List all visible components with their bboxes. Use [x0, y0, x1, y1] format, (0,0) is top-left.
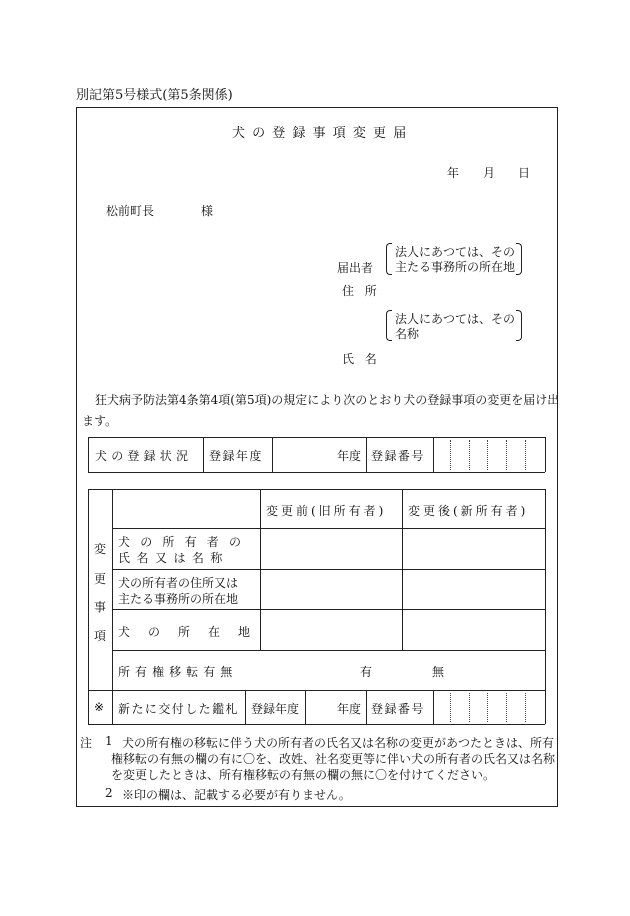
row-owner-name-line1: 犬の所有者の: [118, 535, 252, 549]
bracket-left: [386, 310, 392, 341]
form-number-heading: 別記第5号様式(第5条関係): [76, 88, 233, 103]
registration-year-unit: 年度: [337, 449, 362, 463]
registration-status-label: 犬の登録状況: [95, 449, 193, 463]
bracket-right: [516, 310, 522, 341]
note2-number: 2: [105, 786, 113, 800]
new-tag-number-label: 登録番号: [371, 702, 425, 716]
date-year-label: 年: [447, 166, 460, 180]
transfer-yes-option: 有: [360, 665, 373, 679]
row-transfer-label: 所有権移転有無: [118, 665, 238, 679]
column-after-header: 変更後(新所有者): [408, 504, 529, 518]
notes-prefix: 注: [80, 736, 93, 750]
body-text-line1: 狂犬病予防法第4条第4項(第5項)の規定により次のとおり犬の登録事項の変更を届け出: [95, 393, 560, 407]
new-tag-label: 新たに交付した鑑札: [118, 702, 239, 716]
registration-year-label: 登録年度: [209, 449, 263, 463]
column-before-header: 変更前(旧所有者): [266, 504, 387, 518]
address-label: 住所: [342, 284, 388, 298]
body-text-line2: ます。: [82, 414, 118, 428]
note1-line1: 犬の所有権の移転に伴う犬の所有者の氏名又は名称の変更があつたときは、所有: [122, 736, 555, 750]
changes-side-label-3: 事: [94, 600, 107, 614]
registration-number-label: 登録番号: [371, 449, 425, 463]
form-title: 犬の登録事項変更届: [232, 126, 414, 141]
corp-note-address-line2: 主たる事務所の所在地: [395, 260, 516, 274]
transfer-no-option: 無: [432, 665, 445, 679]
name-label: 氏名: [342, 352, 388, 366]
bracket-left: [386, 243, 392, 275]
new-tag-year-unit: 年度: [337, 702, 362, 716]
new-tag-year-label: 登録年度: [251, 702, 300, 716]
row-dog-location-label: 犬の所在地: [118, 625, 269, 639]
addressee-suffix: 様: [201, 204, 214, 218]
changes-side-label-1: 変: [94, 542, 107, 556]
bracket-right: [516, 243, 522, 275]
note2-text: ※印の欄は、記載する必要が有りません。: [122, 788, 351, 802]
addressee-name: 松前町長: [106, 204, 155, 218]
row-owner-name-line2: 氏名又は名称: [118, 551, 229, 565]
note1-line2: 権移転の有無の欄の有に〇を、改姓、社名変更等に伴い犬の所有者の氏名又は名称: [111, 752, 556, 766]
row-owner-address-line1: 犬の所有者の住所又は: [118, 576, 239, 590]
applicant-label: 届出者: [337, 261, 374, 275]
changes-side-label-4: 項: [94, 629, 107, 643]
date-month-label: 月: [483, 166, 496, 180]
corp-note-name-line2: 名称: [395, 327, 420, 341]
official-use-mark: ※: [94, 700, 105, 714]
date-day-label: 日: [518, 166, 531, 180]
corp-note-name-line1: 法人にあつては、その: [395, 312, 516, 326]
row-owner-address-line2: 主たる事務所の所在地: [118, 592, 239, 606]
corp-note-address-line1: 法人にあつては、その: [395, 245, 516, 259]
note1-line3: を変更したときは、所有権移転の有無の欄の無に〇を付けてください。: [111, 768, 496, 782]
changes-side-label-2: 更: [94, 572, 107, 586]
note1-number: 1: [105, 734, 113, 748]
